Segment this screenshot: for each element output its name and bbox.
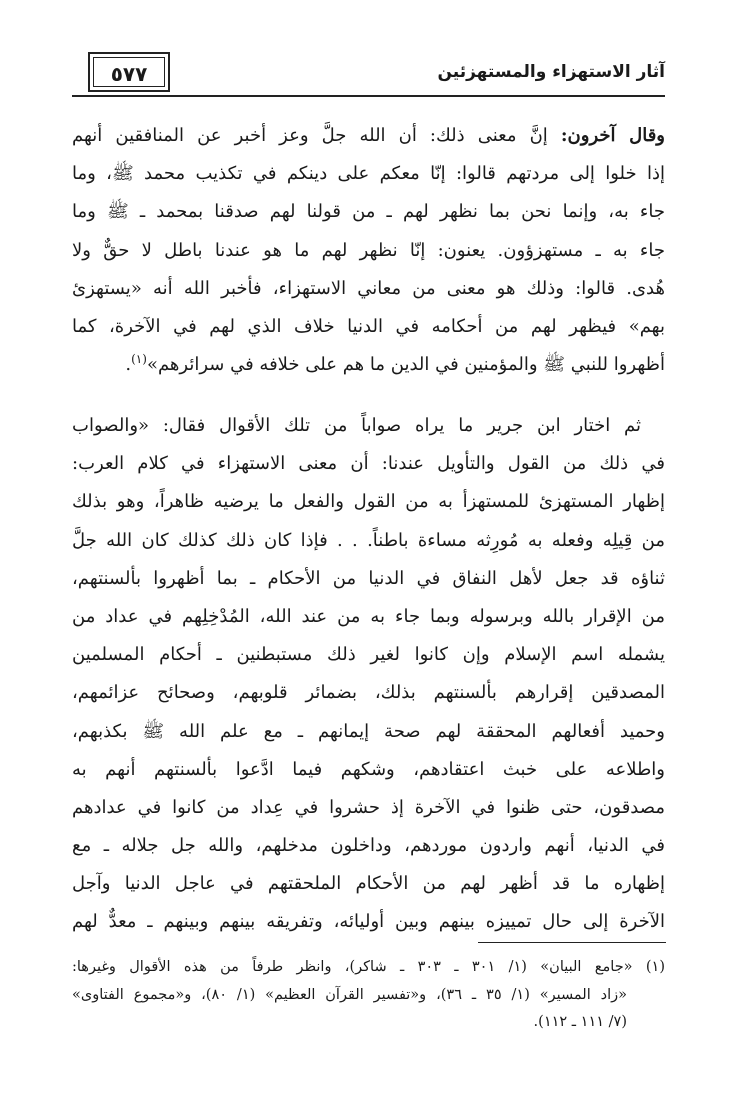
paragraph-line: من قِيلِه وفعله به مُورِثه مساءة باطناً. . . فإذا كان ذلك كذلك كان الله جلَّ (72, 529, 665, 551)
paragraph-line: واطلاعه على خبث اعتقادهم، وشكهم فيما ادَّعوا بألسنتهم أنهم به (72, 758, 665, 780)
page-number-box (88, 52, 170, 92)
paragraph-line: من الإقرار بالله وبرسوله وبما جاء به من عند الله، المُدْخِلِهم في عداد من (72, 605, 665, 627)
header-rule-stub (72, 95, 88, 97)
paragraph-line: إذا خلوا إلى مردتهم قالوا: إنّا معكم على دينكم في تكذيب محمد ﷺ، وما (72, 163, 665, 185)
paragraph-line: في ذلك من القول والتأويل عندنا: أن معنى الاستهزاء في كلام العرب: (72, 453, 665, 475)
page-number: ٥٧٧ (93, 57, 165, 87)
paragraph-line: أظهروا للنبي ﷺ والمؤمنين في الدين ما هم على خلافه في سرائرهم»$^{(١)}$. (125, 352, 665, 376)
paragraph-line: المصدقين إقرارهم بألسنتهم بذلك، بضمائر قلوبهم، وصحائح عزائمهم، (72, 682, 665, 704)
paragraph-line: يشمله اسم الإسلام وإن كانوا لغير ذلك مستبطنين ـ أحكام المسلمين (72, 644, 665, 666)
footnote-line: (١) «جامع البيان» (١/ ٣٠١ ـ ٣٠٣ ـ شاكر)، وانظر طرفاً من هذه الأقوال وغيرها: (72, 959, 665, 975)
footnote-line: (٧/ ١١١ ـ ١١٢). (533, 1014, 627, 1030)
paragraph-line: ثناؤه قد جعل لأهل النفاق في الدنيا من الأحكام ـ بما أظهروا بألسنتهم، (72, 567, 665, 589)
paragraph-line: الآخرة إلى حال تمييزه بينهم وبين أوليائه، وتفريقه بينهم وبينهم ـ معدٌّ لهم (72, 911, 665, 933)
header-rule (72, 95, 665, 97)
paragraph-line: هُدى. قالوا: وذلك هو معنى من معاني الاستهزاء، فأخبر الله أنه «يستهزئ (72, 277, 665, 299)
speaker-label: وقال آخرون: (560, 125, 665, 146)
paragraph-line: ثم اختار ابن جرير ما يراه صواباً من تلك الأقوال فقال: «والصواب (72, 415, 641, 436)
paragraph-line: جاء به ـ مستهزؤون. يعنون: إنّا نظهر لهم ما هو عندنا باطل لا حقٌّ ولا (72, 239, 665, 261)
footnote-reference: (١) (131, 352, 147, 367)
footnote-line: «زاد المسير» (١/ ٣٥ ـ ٣٦)، و«تفسير القرآن العظيم» (١/ ٨٠)، و«مجموع الفتاوى» (72, 986, 627, 1003)
running-title: آثار الاستهزاء والمستهزئين (437, 62, 665, 82)
paragraph-2 (72, 407, 665, 942)
paragraph-line: في الدنيا، أنهم واردون موردهم، وداخلون مدخلهم، والله جل جلاله ـ مع (72, 835, 665, 857)
paragraph-line: إظهاره ما قد أظهر لهم من الأحكام الملحقتهم في عاجل الدنيا وآجل (72, 873, 665, 895)
footnote-separator (478, 942, 666, 943)
paragraph-line: جاء به، وإنما نحن بما نظهر لهم ـ من قولنا لهم صدقنا بمحمد ـ ﷺ وما (72, 201, 665, 223)
paragraph-line: مصدقون، حتى ظنوا في الآخرة إذ حشروا في عِداد من كانوا في عدادهم (72, 796, 665, 818)
paragraph-line: وحميد أفعالهم المحققة لهم صحة إيمانهم ـ مع علم الله ﷺ بكذبهم، (72, 720, 665, 742)
paragraph-line: إظهار المستهزئ للمستهزأ به من القول والفعل ما يرضيه ظاهراً، وهو بذلك (72, 491, 665, 513)
footnotes (72, 954, 665, 1037)
paragraph-line: بهم» فيظهر لهم من أحكامه في الدنيا خلاف الذي لهم في الآخرة، كما (72, 315, 665, 337)
paragraph-line: وقال آخرون: إنَّ معنى ذلك: أن الله جلَّ وعز أخبر عن المنافقين أنهم (72, 125, 665, 146)
paragraph-1 (72, 117, 665, 384)
